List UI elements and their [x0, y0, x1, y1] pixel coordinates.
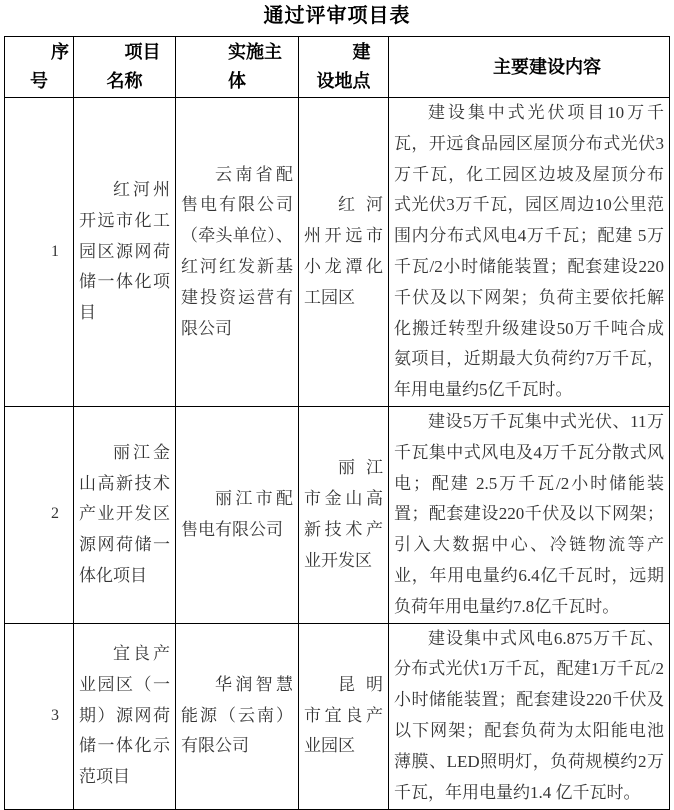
header-construction-location: 建设地点	[299, 37, 389, 98]
serial-number-cell: 3	[5, 623, 74, 809]
table-row	[5, 406, 670, 623]
header-project-name: 项目名称	[74, 37, 176, 98]
construction-location-cell: 昆明市宜良产业园区	[299, 623, 389, 809]
table-body	[5, 98, 670, 810]
implementing-entity-cell: 云南省配售电有限公司（牵头单位）、红河红发新基建投资运营有限公司	[176, 98, 299, 407]
main-content-cell: 建设集中式光伏项目10万千瓦，开远食品园区屋顶分布式光伏3万千瓦，化工园区边坡及屋顶分布式光伏3万千瓦，园区周边10公里范围内分布式风电4万千瓦；配建 5万千瓦/2小时储能装置；配套建设220千伏及以下网架；负荷主要依托解化搬迁转型升级建设50万千吨合成氨项目，近期最大负荷约7万千瓦，年用电量约5亿千瓦时。	[389, 98, 670, 407]
serial-number-cell: 1	[5, 98, 74, 407]
serial-number-cell: 2	[5, 406, 74, 623]
table-row	[5, 623, 670, 809]
table-row	[5, 98, 670, 407]
header-serial-number: 序号	[5, 37, 74, 98]
construction-location-cell: 丽江市金山高新技术产业开发区	[299, 406, 389, 623]
main-content-cell: 建设5万千瓦集中式光伏、11万千瓦集中式风电及4万千瓦分散式风电；配建 2.5万千瓦/2小时储能装置；配套建设220千伏及以下网架；引入大数据中心、冷链物流等产业，年用电量约6.4亿千瓦时，远期负荷年用电量约7.8亿千瓦时。	[389, 406, 670, 623]
table-header	[5, 37, 670, 98]
header-row	[5, 37, 670, 98]
header-main-construction-content: 主要建设内容	[389, 37, 670, 98]
main-content-cell: 建设集中式风电6.875万千瓦、分布式光伏1万千瓦，配建1万千瓦/2小时储能装置；配套建设220千伏及以下网架；配套负荷为太阳能电池薄膜、LED照明灯，负荷规模约2万千瓦，年用电量约1.4 亿千瓦时。	[389, 623, 670, 809]
implementing-entity-cell: 华润智慧能源（云南）有限公司	[176, 623, 299, 809]
review-projects-table	[4, 36, 670, 810]
header-implementing-entity: 实施主体	[176, 37, 299, 98]
construction-location-cell: 红河州开远市小龙潭化工园区	[299, 98, 389, 407]
page-title: 通过评审项目表	[263, 5, 411, 27]
project-name-cell: 红河州开远市化工园区源网荷储一体化项目	[74, 98, 176, 407]
project-name-cell: 宜良产业园区（一期）源网荷储一体化示范项目	[74, 623, 176, 809]
implementing-entity-cell: 丽江市配售电有限公司	[176, 406, 299, 623]
project-name-cell: 丽江金山高新技术产业开发区源网荷储一体化项目	[74, 406, 176, 623]
